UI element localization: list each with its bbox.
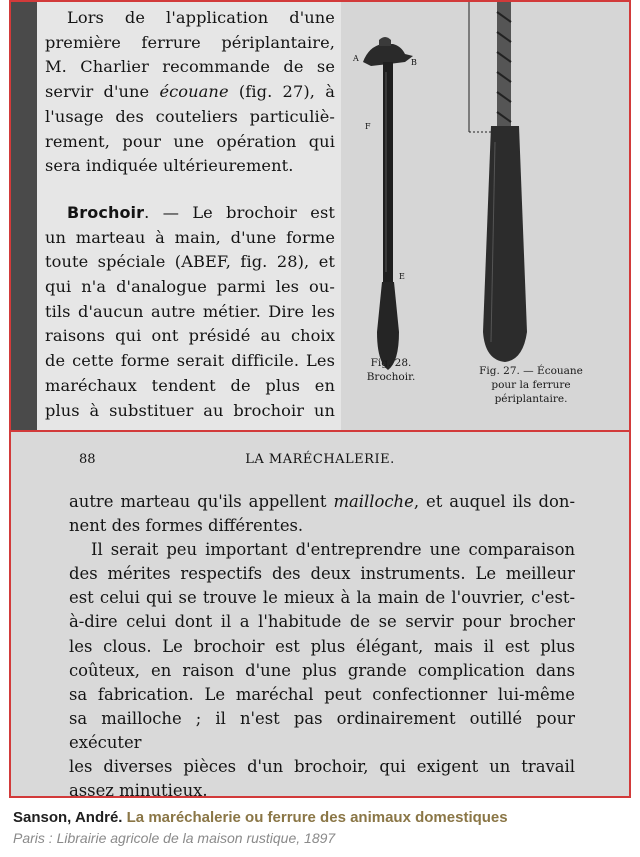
text-line: plus à substituer au brochoir un xyxy=(45,400,335,420)
label-a: A xyxy=(353,54,359,63)
label-e: E xyxy=(399,272,405,281)
text-line: les diverses pièces d'un brochoir, qui exigent un travail xyxy=(69,757,575,777)
text-line: est celui qui se trouve le mieux à la main de l'ouvrier, c'est- xyxy=(69,588,575,608)
text-line xyxy=(45,201,335,226)
tool-illustrations xyxy=(341,2,631,432)
text-line: autre marteau qu'ils appellent mailloche, et auquel ils don- xyxy=(69,492,575,511)
label-b: B xyxy=(411,58,417,67)
text-line: de cette forme serait difficile. Les xyxy=(45,351,335,371)
ecouane-illustration xyxy=(461,2,581,402)
bottom-scan-page xyxy=(9,430,631,798)
text-line: maréchaux tendent de plus en xyxy=(45,375,335,395)
text-line: première ferrure périplantaire, xyxy=(45,32,335,52)
text-line: nent des formes différentes. xyxy=(69,516,304,536)
text-line: qui n'a d'analogue parmi les ou- xyxy=(45,277,335,297)
caption-line: Fig. 27. — Écouane xyxy=(479,365,583,377)
page-number: 88 xyxy=(79,452,96,467)
text-line: rement, pour une opération qui xyxy=(45,131,335,151)
text-line: sa mailloche ; il n'est pas ordinairement outillé pour exécuter xyxy=(69,708,575,752)
caption-line: périplantaire. xyxy=(494,393,568,405)
text-line: tils d'aucun autre métier. Dire les xyxy=(45,301,335,321)
text-line: sera indiquée ultérieurement. xyxy=(45,156,294,176)
caption-line: Fig. 28. xyxy=(370,357,412,369)
fig28-caption xyxy=(351,356,431,384)
text-line: à-dire celui dont il a l'habitude de se servir pour brocher xyxy=(69,612,575,632)
text-line: Lors de l'application d'une xyxy=(67,8,335,27)
page-body-text xyxy=(69,490,575,798)
text-line: les clous. Le brochoir est plus élégant, mais il est plus xyxy=(69,636,575,656)
brochoir-hammer-illustration xyxy=(349,32,469,412)
caption-line: Brochoir. xyxy=(366,371,416,383)
text-line: servir d'une écouane (fig. 27), à xyxy=(45,82,335,102)
text-line: coûteux, en raison d'une plus grande complication dans xyxy=(69,660,575,680)
text-line: toute spéciale (ABEF, fig. 28), et xyxy=(45,252,335,272)
text-line: M. Charlier recommande de se xyxy=(45,57,335,77)
text-line: assez minutieux. xyxy=(69,781,208,798)
brochoir-heading: Brochoir xyxy=(67,202,145,222)
caption-line: pour la ferrure xyxy=(491,379,571,391)
label-f: F xyxy=(365,122,371,131)
text-line: sa fabrication. Le maréchal peut confectionner lui-même xyxy=(69,684,575,704)
text-fragment: . — Le brochoir est xyxy=(144,202,335,222)
text-line: un marteau à main, d'une forme xyxy=(45,227,335,247)
citation xyxy=(13,808,633,848)
citation-publication: Paris : Librairie agricole de la maison rustique, 1897 xyxy=(13,830,336,846)
top-text-column xyxy=(45,6,335,423)
running-title: LA MARÉCHALERIE. xyxy=(245,452,395,467)
text-line: Il serait peu important d'entreprendre une comparaison xyxy=(91,540,575,560)
citation-author: Sanson, André. xyxy=(13,809,123,826)
fig27-caption xyxy=(461,364,601,406)
text-line: des mérites respectifs des deux instruments. Le meilleur xyxy=(69,564,575,584)
citation-title: La maréchalerie ou ferrure des animaux domestiques xyxy=(126,809,508,826)
page-header xyxy=(41,452,599,474)
text-line: l'usage des couteliers particuliè- xyxy=(45,106,335,126)
text-line: raisons qui ont présidé au choix xyxy=(45,326,335,346)
top-scan-clipping xyxy=(9,0,631,432)
citation-line-1 xyxy=(13,808,633,828)
